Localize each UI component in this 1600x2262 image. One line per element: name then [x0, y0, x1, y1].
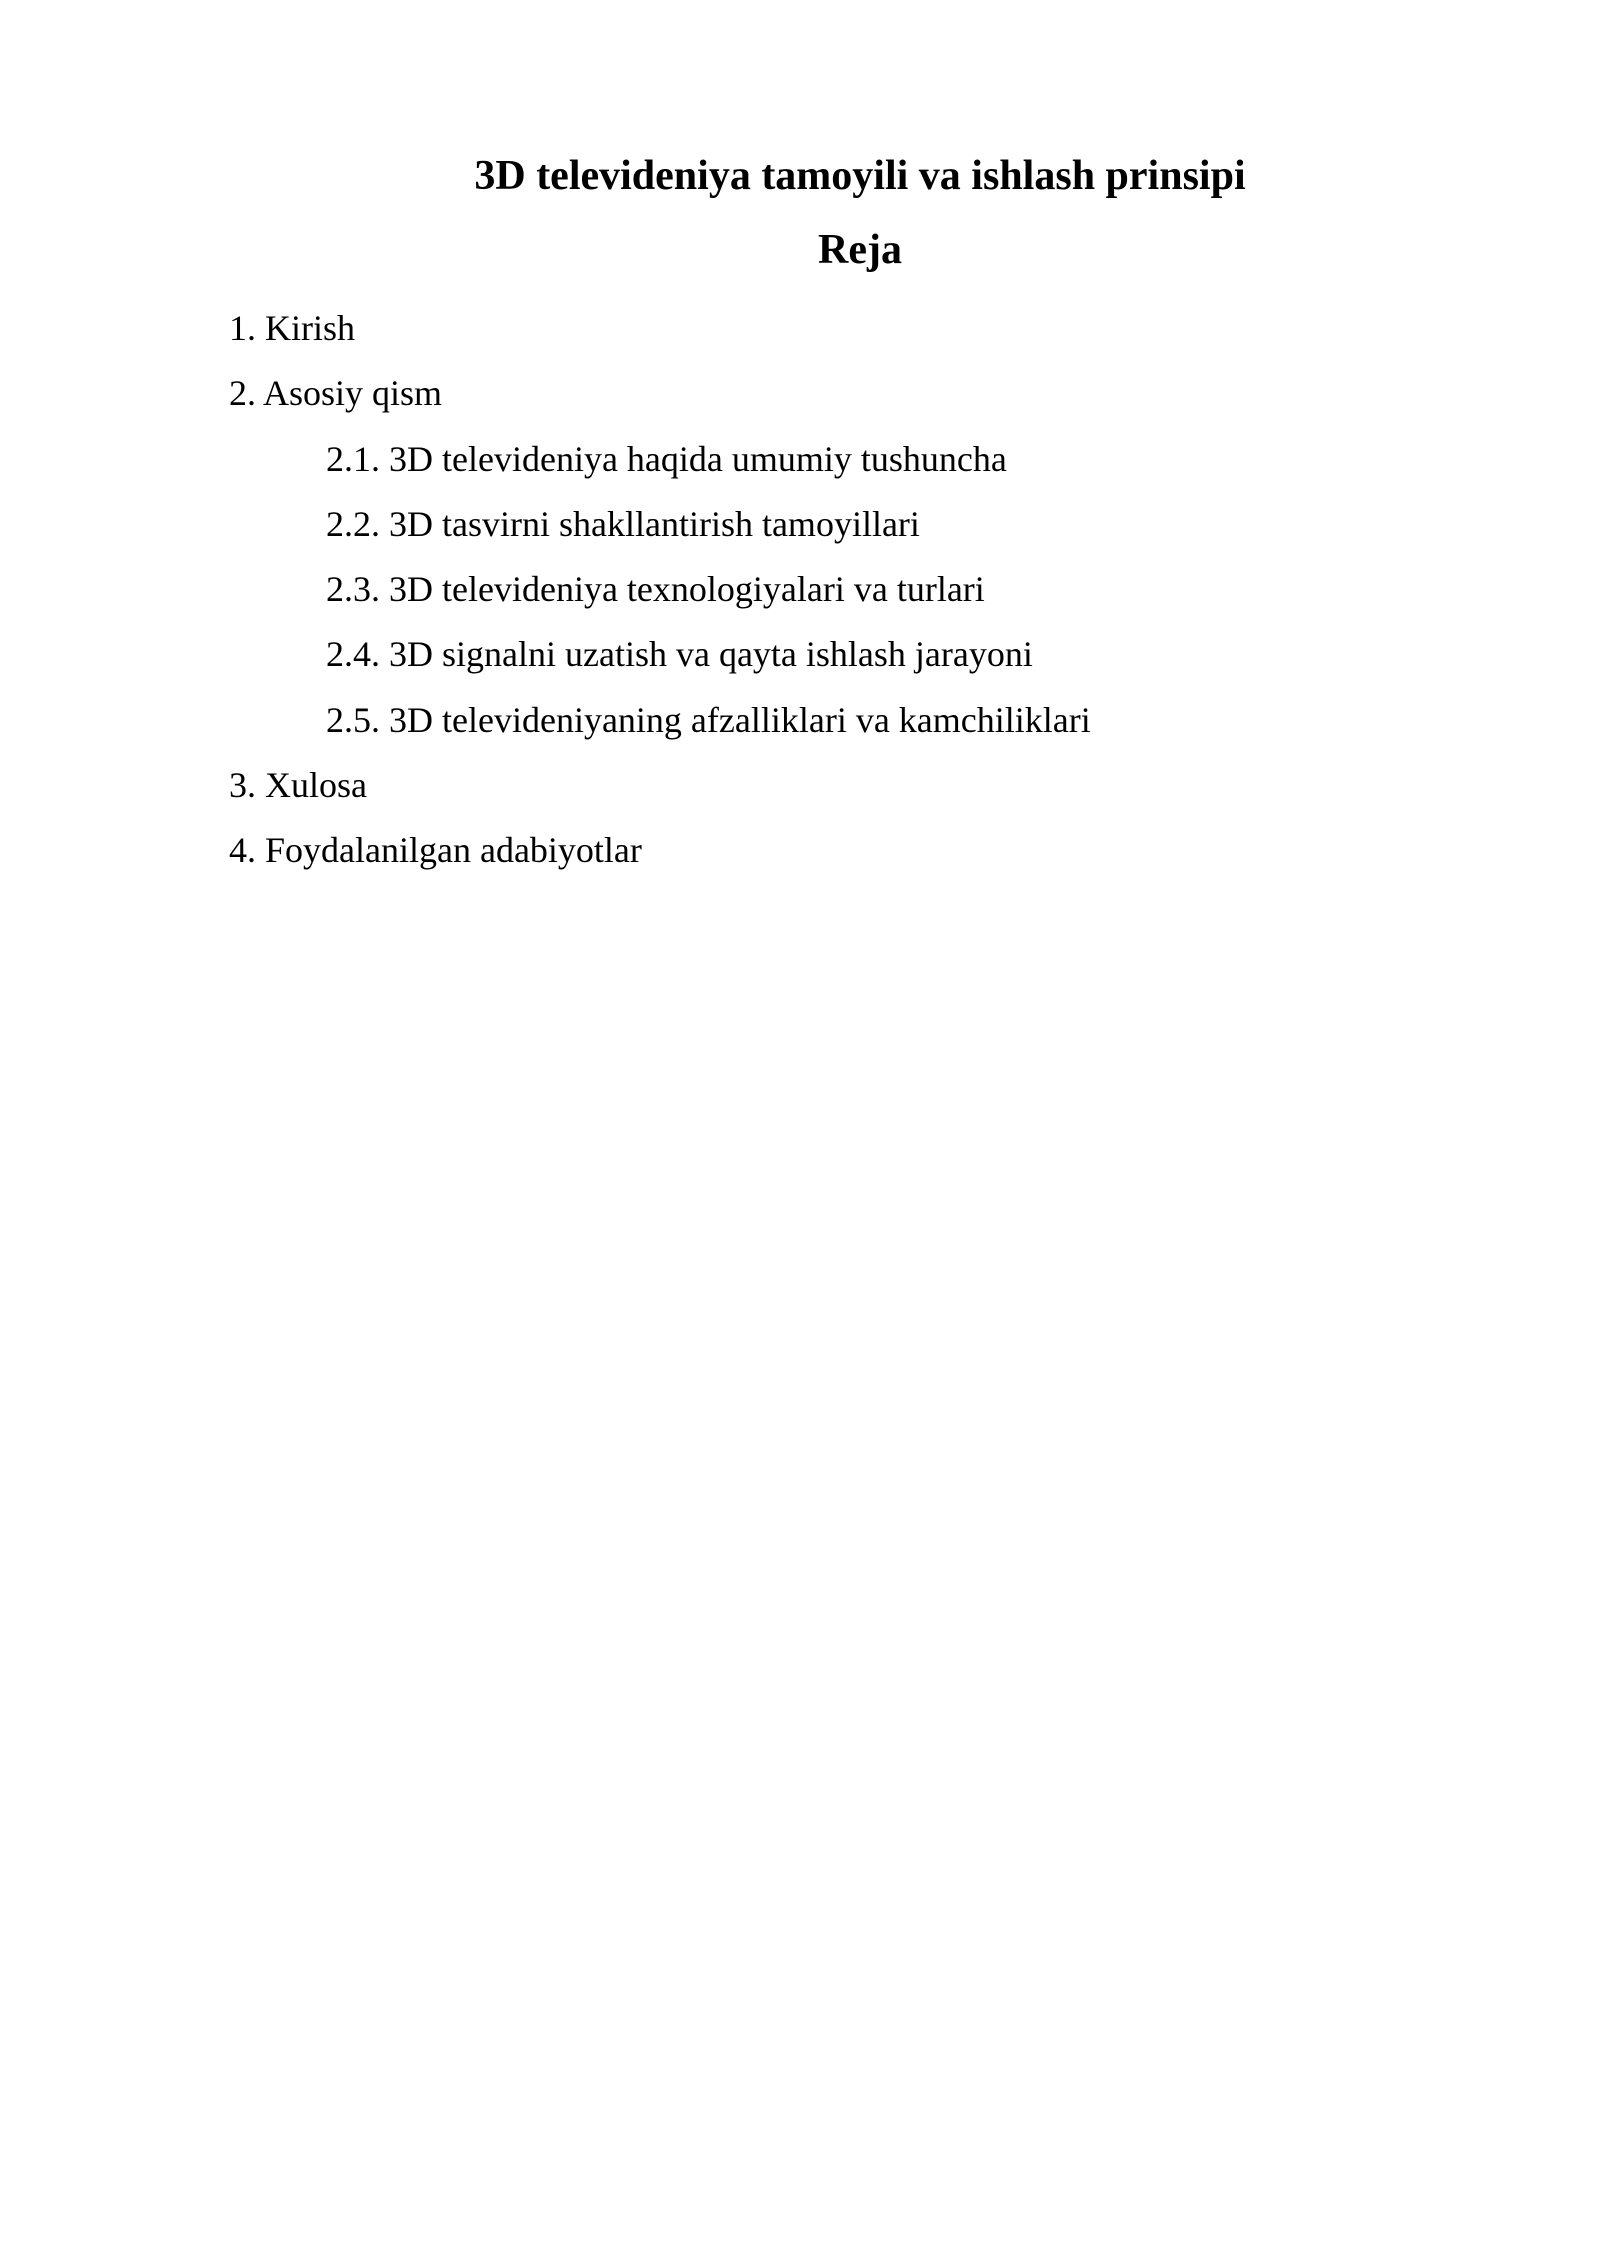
plan-item-adabiyotlar: 4. Foydalanilgan adabiyotlar — [229, 830, 642, 871]
document-title: 3D televideniya tamoyili va ishlash prinsipi — [474, 153, 1246, 199]
plan-heading: Reja — [818, 227, 902, 273]
plan-item-asosiy-qism: 2. Asosiy qism — [229, 373, 443, 414]
plan-subitem-2-5: 2.5. 3D televideniyaning afzalliklari va kamchiliklari — [326, 699, 1091, 740]
plan-item-xulosa: 3. Xulosa — [229, 765, 367, 806]
plan-subitem-2-2: 2.2. 3D tasvirni shakllantirish tamoyillari — [326, 503, 920, 544]
plan-subitem-2-3: 2.3. 3D televideniya texnologiyalari va turlari — [326, 569, 985, 610]
plan-item-kirish: 1. Kirish — [229, 308, 355, 348]
plan-list — [229, 296, 1091, 884]
plan-subitem-2-1: 2.1. 3D televideniya haqida umumiy tushuncha — [326, 438, 1007, 479]
plan-subitem-2-4: 2.4. 3D signalni uzatish va qayta ishlash jarayoni — [326, 634, 1033, 675]
